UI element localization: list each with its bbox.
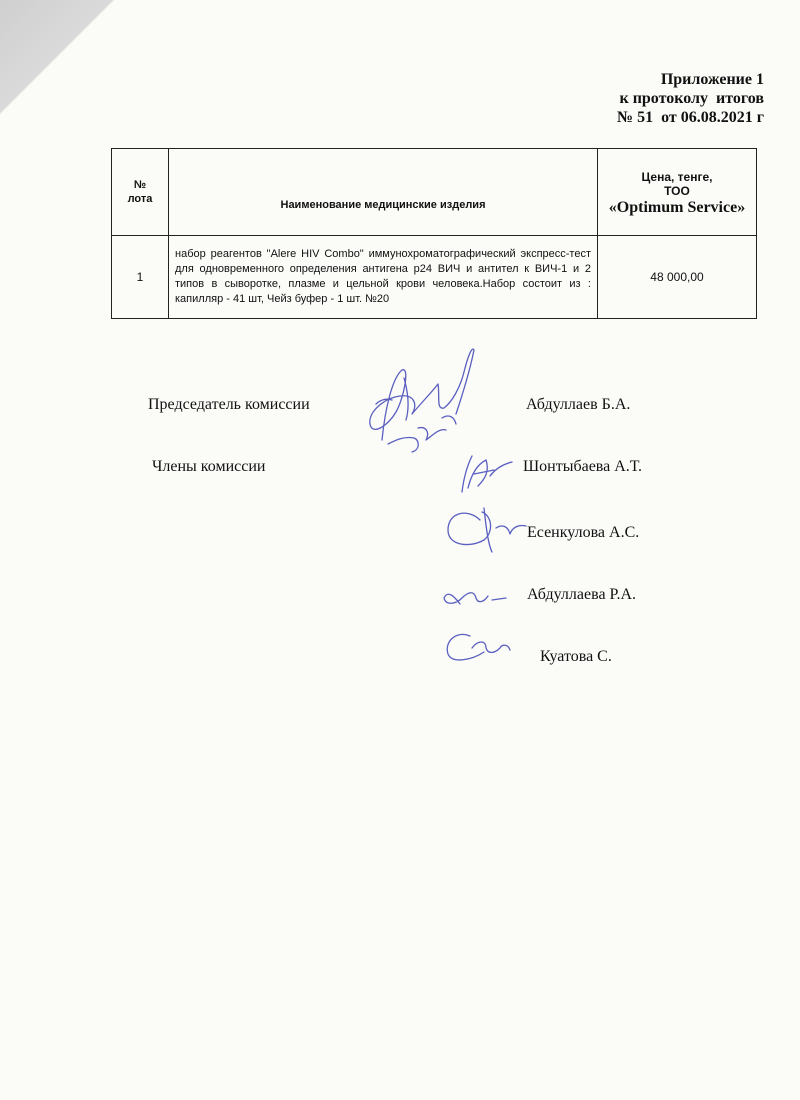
- row-item-name: набор реагентов "Alere HIV Combo" иммунохроматографический экспресс-тест для одновременного определения антигена p24 ВИЧ и антител к ВИЧ-1 и 2 типов в сыворотке, плазме и цельной крови человека.Набор состоит из : капилляр - 41 шт, Чейз буфер - 1 шт. №20: [169, 236, 598, 319]
- member-name: Есенкулова А.С.: [527, 524, 640, 541]
- member-name: Куатова С.: [540, 648, 612, 665]
- members-label: Члены комиссии: [152, 458, 266, 475]
- appendix-protocol-number: № 51 от 06.08.2021 г: [617, 109, 764, 126]
- member-name: Абдуллаева Р.А.: [527, 586, 636, 603]
- header-price-org-type: ТОО: [664, 183, 690, 198]
- appendix-protocol-ref: к протоколу итогов: [619, 90, 764, 107]
- member-name: Шонтыбаева А.Т.: [523, 458, 642, 475]
- member-signature-2: [448, 508, 526, 552]
- chairman-signature: [370, 349, 474, 452]
- member-signature-1: [462, 456, 512, 492]
- header-lot-number-label: лота: [127, 193, 153, 205]
- chairman-label: Председатель комиссии: [148, 396, 310, 413]
- member-signature-3: [444, 593, 506, 604]
- appendix-title: Приложение 1: [660, 71, 764, 88]
- header-lot-number-symbol: №: [133, 179, 147, 191]
- row-price: 48 000,00: [598, 236, 757, 319]
- member-signature-4: [447, 634, 510, 660]
- chairman-name: Абдуллаев Б.А.: [526, 396, 631, 413]
- row-lot-number: 1: [112, 236, 169, 319]
- header-price-label: Цена, тенге,: [641, 169, 713, 184]
- header-item-name: Наименование медицинские изделия: [169, 149, 598, 236]
- header-price-supplier: «Optimum Service»: [608, 198, 746, 216]
